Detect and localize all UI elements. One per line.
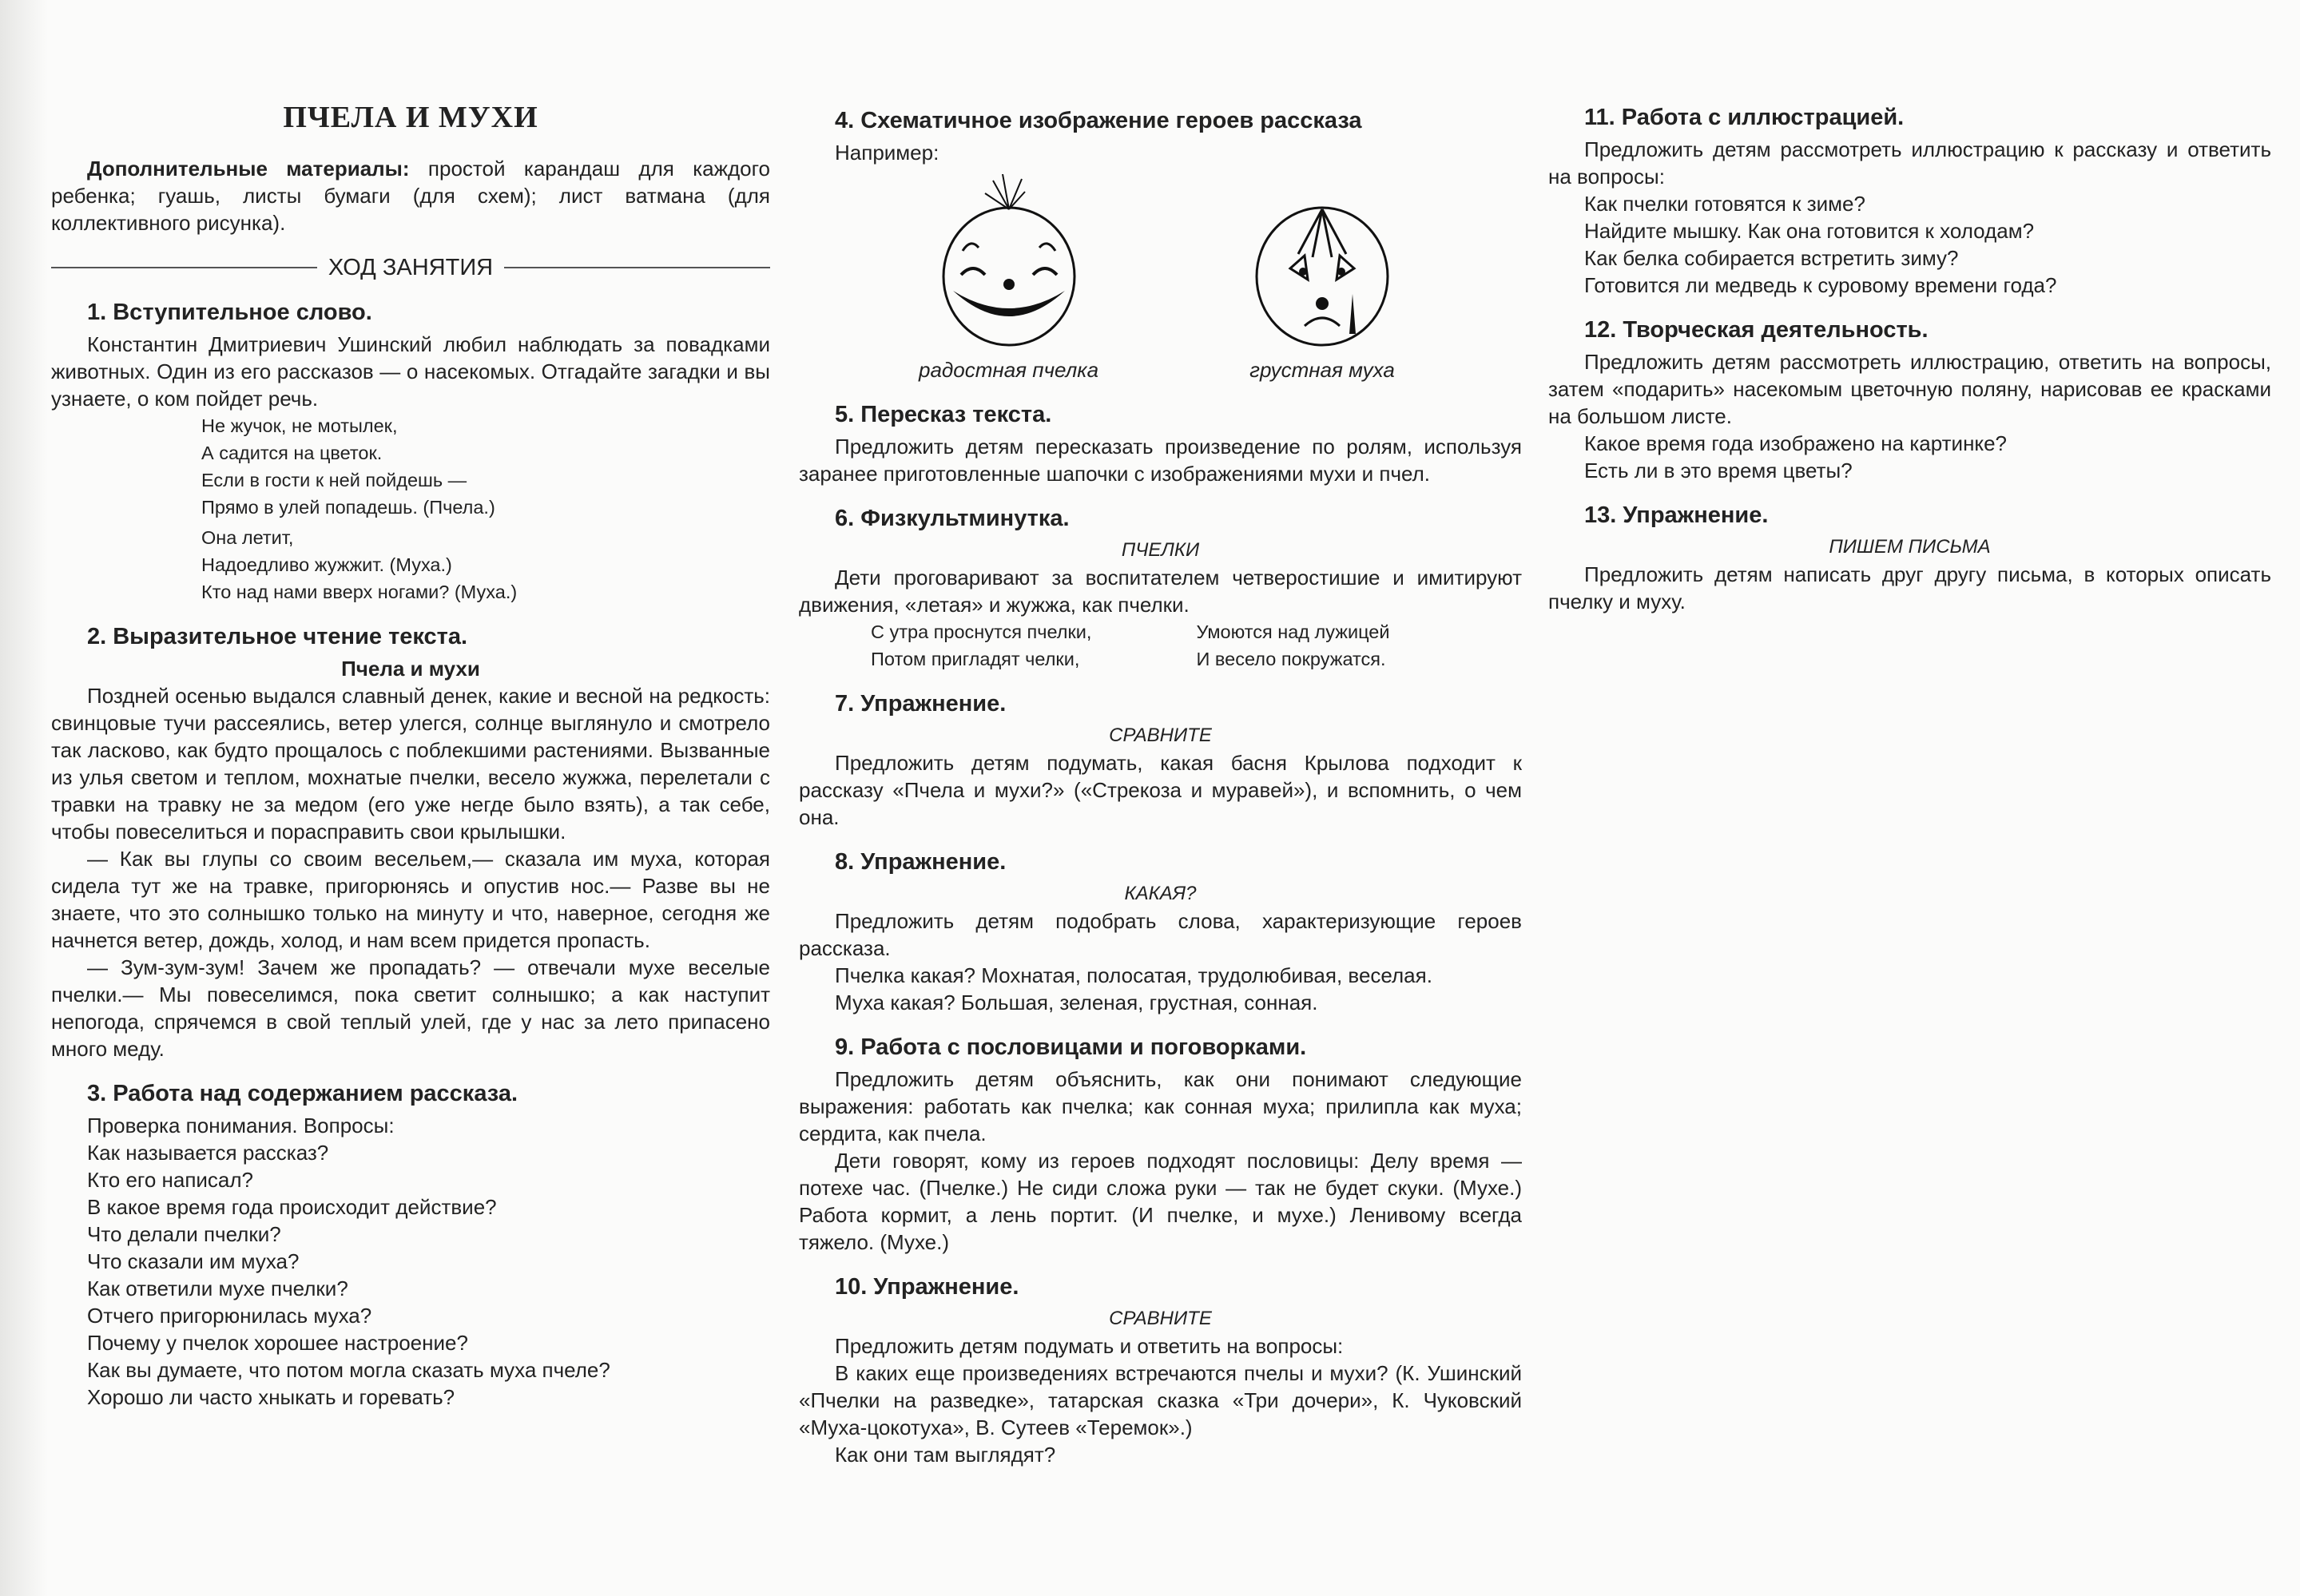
subtitle-italic: СРАВНИТЕ — [1109, 1308, 1212, 1329]
section-heading: 13. Упражнение. — [1584, 502, 1769, 528]
verse-line: Потом пригладят челки, — [871, 649, 1080, 669]
divider-line — [51, 267, 317, 268]
paragraph: Предложить детям написать друг другу письма, в которых описать пчелку и муху. — [1548, 562, 2271, 613]
page-title: ПЧЕЛА И МУХИ — [283, 101, 538, 134]
subtitle-italic: ПЧЕЛКИ — [1121, 539, 1200, 561]
column-3 — [1548, 86, 2271, 615]
verse-line: Надоедливо жужжит. (Муха.) — [201, 554, 452, 575]
paragraph: Предложить детям пересказать произведение по ролям, используя заранее приготовленные шапочки с изображениями мухи и пчел. — [799, 435, 1522, 486]
list-line: Что сказали им муха? — [87, 1249, 300, 1273]
character-faces — [799, 174, 1522, 383]
verse-line: Умоются над лужицей — [1196, 621, 1390, 642]
materials-paragraph — [51, 155, 770, 236]
paragraph: Предложить детям подумать и ответить на вопросы: — [835, 1334, 1344, 1358]
paragraph: Дети говорят, кому из героев подходят пословицы: Делу время — потехе час. (Пчелке.) Не сиди сложа руки — так не будет скуки. (Мухе.) Работа кормит, а лень портит. (И пчелке, и мухе.) Ленивому всегда тяжело. (Мухе.) — [799, 1149, 1522, 1254]
verse-line: Не жучок, не мотылек, — [201, 415, 398, 436]
materials-text: простой карандаш для каждого ребенка; гуашь, листы бумаги (для схем); лист ватмана (для коллективного рисунка). — [51, 157, 770, 235]
subtitle-italic: КАКАЯ? — [1124, 883, 1197, 904]
section-heading: 7. Упражнение. — [835, 691, 1007, 717]
section-divider — [51, 254, 770, 281]
subtitle-italic: ПИШЕМ ПИСЬМА — [1829, 536, 1991, 558]
paragraph: Предложить детям подумать, какая басня Крылова подходит к рассказу «Пчела и мухи?» («Стрекоза и муравей»), и вспомнить, о чем она. — [799, 751, 1522, 829]
sad-fly-face — [1242, 174, 1402, 383]
question-list — [87, 1112, 770, 1411]
paragraph: Муха какая? Большая, зеленая, грустная, сонная. — [835, 991, 1318, 1014]
sad-face-caption: грустная муха — [1249, 358, 1395, 382]
list-line: Кто его написал? — [87, 1168, 254, 1192]
paragraph: Предложить детям рассмотреть иллюстрацию, ответить на вопросы, затем «подарить» насекомым цветочную поляну, нарисовав ее красками на большом листе. — [1548, 350, 2271, 428]
happy-bee-face — [919, 174, 1098, 383]
paragraph: Константин Дмитриевич Ушинский любил наблюдать за повадками животных. Один из его рассказов — о насекомых. Отгадайте загадки и вы узнаете, о ком пойдет речь. — [51, 332, 770, 411]
list-line: Как ответили мухе пчелки? — [87, 1276, 348, 1300]
verse-line: Если в гости к ней пойдешь — — [201, 470, 467, 490]
list-line: Как вы думаете, что потом могла сказать муха пчеле? — [87, 1358, 610, 1382]
column-2 — [799, 89, 1522, 1468]
question-list — [1584, 190, 2271, 299]
list-line: Готовится ли медведь к суровому времени года? — [1584, 273, 2057, 297]
list-line: Как называется рассказ? — [87, 1141, 329, 1165]
verse-line: Она летит, — [201, 527, 294, 548]
verse-line: А садится на цветок. — [201, 443, 383, 463]
section-heading: 1. Вступительное слово. — [87, 300, 372, 325]
list-line: Проверка понимания. Вопросы: — [87, 1114, 395, 1137]
paragraph: Поздней осенью выдался славный денек, какие и весной на редкость: свинцовые тучи рассеялись, ветер улегся, солнце выглянуло и смотрело так ласково, как будто прощалось с поблекшими растениями. Вызванные из улья светом и теплом, мохнатые пчелки, весело жужжа, перелетали с травки на травку не за медом (его уже негде было взять), а так себе, чтобы повеселиться и порасправить свои крылышки. — [51, 684, 770, 844]
list-line: Например: — [835, 141, 939, 165]
story-title: Пчела и мухи — [341, 657, 480, 681]
paragraph: Предложить детям объяснить, как они понимают следующие выражения: работать как пчелка; как сонная муха; прилипла как муха; сердита, как пчела. — [799, 1067, 1522, 1145]
happy-face-icon — [929, 174, 1089, 350]
list-line: Как пчелки готовятся к зиме? — [1584, 192, 1865, 216]
poem-two-columns — [871, 618, 1522, 673]
list-line: Найдите мышку. Как она готовится к холодам? — [1584, 219, 2035, 243]
sad-face-icon — [1242, 174, 1402, 350]
verse-line: И весело покружатся. — [1196, 649, 1386, 669]
verse-line: Кто над нами вверх ногами? (Муха.) — [201, 582, 518, 602]
list-line: Почему у пчелок хорошее настроение? — [87, 1331, 468, 1355]
list-line: Что делали пчелки? — [87, 1222, 281, 1246]
section-heading: 10. Упражнение. — [835, 1274, 1019, 1300]
section-heading: 2. Выразительное чтение текста. — [87, 624, 468, 649]
paragraph: — Как вы глупы со своим весельем,— сказала им муха, которая сидела тут же на травке, пригорюнясь и опустив нос.— Разве вы не знаете, что это солнышко только на минуту и что, наверное, сегодня же начнется ветер, дождь, холод, и нам всем придется пропасть. — [51, 847, 770, 952]
list-line: Как белка собирается встретить зиму? — [1584, 246, 1959, 270]
section-heading: 8. Упражнение. — [835, 849, 1007, 875]
divider-line — [504, 267, 770, 268]
section-heading: 6. Физкультминутка. — [835, 506, 1070, 531]
paragraph: Пчелка какая? Мохнатая, полосатая, трудолюбивая, веселая. — [835, 963, 1432, 987]
divider-label: ХОД ЗАНЯТИЯ — [328, 255, 494, 280]
list-line: В какое время года происходит действие? — [87, 1195, 497, 1219]
happy-face-caption: радостная пчелка — [918, 358, 1099, 382]
section-heading: 9. Работа с пословицами и поговорками. — [835, 1034, 1307, 1060]
section-heading: 3. Работа над содержанием рассказа. — [87, 1081, 518, 1106]
riddle-verse — [201, 412, 770, 605]
paragraph: Предложить детям подобрать слова, характеризующие героев рассказа. — [799, 909, 1522, 960]
paragraph: — Зум-зум-зум! Зачем же пропадать? — отвечали мухе веселые пчелки.— Мы повеселимся, пока светит солнышко; а как наступит непогода, спрячемся в свой теплый улей, где у нас за лето припасено много меду. — [51, 955, 770, 1061]
paragraph: Дети проговаривают за воспитателем четверостишие и имитируют движения, «летая» и жужжа, как пчелки. — [799, 566, 1522, 617]
poem-column-right — [1197, 618, 1523, 673]
list-line: Отчего пригорюнилась муха? — [87, 1304, 372, 1328]
section-heading: 5. Пересказ текста. — [835, 402, 1052, 427]
verse-line: С утра проснутся пчелки, — [871, 621, 1092, 642]
poem-column-left — [871, 618, 1197, 673]
section-heading: 4. Схематичное изображение героев рассказа — [835, 108, 1362, 133]
paragraph: Как они там выглядят? — [835, 1443, 1056, 1467]
list-line: Хорошо ли часто хныкать и горевать? — [87, 1385, 455, 1409]
list-line: Есть ли в это время цветы? — [1584, 459, 1853, 482]
paragraph: В каких еще произведениях встречаются пчелы и мухи? (К. Ушинский «Пчелки на разведке», татарская сказка «Три дочери», К. Чуковский «Муха-цокотуха», В. Сутеев «Теремок».) — [799, 1361, 1522, 1439]
verse-line: Прямо в улей попадешь. (Пчела.) — [201, 497, 495, 518]
page-edge-shadow — [0, 0, 48, 1596]
question-list — [835, 139, 1522, 166]
subtitle-italic: СРАВНИТЕ — [1109, 725, 1212, 746]
section-heading: 12. Творческая деятельность. — [1584, 317, 1929, 343]
section-heading: 11. Работа с иллюстрацией. — [1584, 105, 1905, 130]
list-line: Какое время года изображено на картинке? — [1584, 431, 2008, 455]
column-1 — [51, 88, 770, 1411]
materials-label: Дополнительные материалы: — [87, 157, 410, 181]
question-list — [1584, 430, 2271, 484]
paragraph: Предложить детям рассмотреть иллюстрацию к рассказу и ответить на вопросы: — [1548, 137, 2271, 189]
